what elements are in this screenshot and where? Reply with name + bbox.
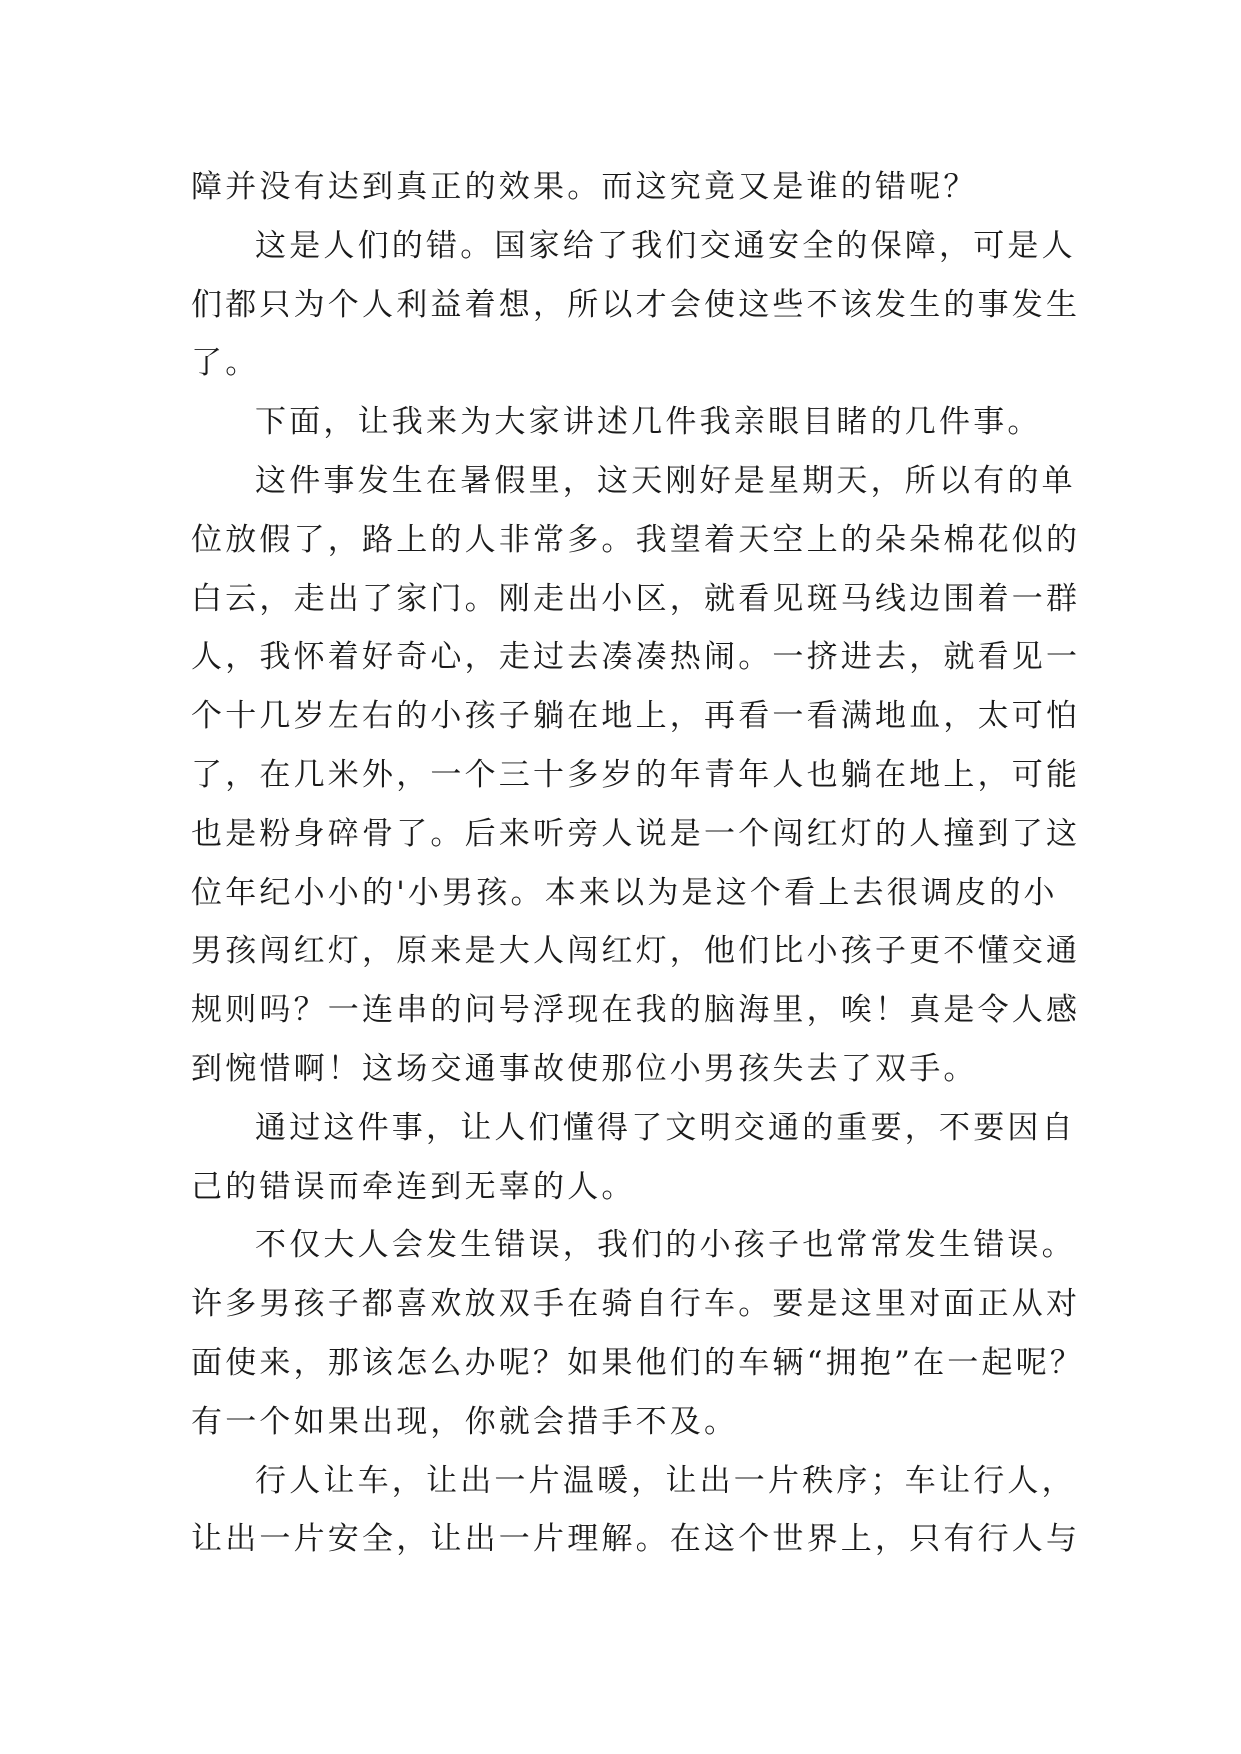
text-line: 障并没有达到真正的效果。而这究竟又是谁的错呢？ — [191, 169, 978, 205]
text-line: 下面，让我来为大家讲述几件我亲眼目睹的几件事。 — [255, 404, 1042, 441]
text-line: 也是粉身碎骨了。后来听旁人说是一个闯红灯的人撞到了这 — [191, 815, 1081, 852]
text-line: 让出一片安全，让出一片理解。在这个世界上，只有行人与 — [191, 1521, 1081, 1558]
text-line: 这是人们的错。国家给了我们交通安全的保障，可是人 — [255, 227, 1076, 264]
text-line: 男孩闯红灯，原来是大人闯红灯，他们比小孩子更不懂交通 — [191, 933, 1081, 970]
text-line: 位放假了，路上的人非常多。我望着天空上的朵朵棉花似的 — [191, 521, 1081, 558]
text-line: 许多男孩子都喜欢放双手在骑自行车。要是这里对面正从对 — [191, 1286, 1081, 1323]
text-line: 有一个如果出现，你就会措手不及。 — [191, 1403, 739, 1440]
text-line: 行人让车，让出一片温暖，让出一片秩序；车让行人， — [255, 1462, 1076, 1499]
text-line: 了。 — [191, 345, 260, 382]
text-line: 个十几岁左右的小孩子躺在地上，再看一看满地血，太可怕 — [191, 698, 1081, 735]
text-line: 们都只为个人利益着想，所以才会使这些不该发生的事发生 — [191, 286, 1081, 323]
text-line: 人，我怀着好奇心，走过去凑凑热闹。一挤进去，就看见一 — [191, 639, 1081, 676]
text-line: 面使来，那该怎么办呢？如果他们的车辆“拥抱”在一起呢？ — [191, 1344, 1085, 1381]
document-body — [191, 158, 1085, 1569]
text-line: 了，在几米外，一个三十多岁的年青年人也躺在地上，可能 — [191, 756, 1081, 793]
text-line: 规则吗？一连串的问号浮现在我的脑海里，唉！真是令人感 — [191, 992, 1081, 1029]
text-line: 己的错误而牵连到无辜的人。 — [191, 1168, 636, 1205]
text-line: 这件事发生在暑假里，这天刚好是星期天，所以有的单 — [255, 462, 1076, 499]
text-line: 白云，走出了家门。刚走出小区，就看见斑马线边围着一群 — [191, 580, 1081, 617]
text-line: 通过这件事，让人们懂得了文明交通的重要，不要因自 — [255, 1109, 1076, 1146]
text-line: 不仅大人会发生错误，我们的小孩子也常常发生错误。 — [255, 1227, 1076, 1264]
text-line: 位年纪小小的'小男孩。本来以为是这个看上去很调皮的小 — [191, 874, 1058, 911]
text-line: 到惋惜啊！这场交通事故使那位小男孩失去了双手。 — [191, 1050, 978, 1087]
